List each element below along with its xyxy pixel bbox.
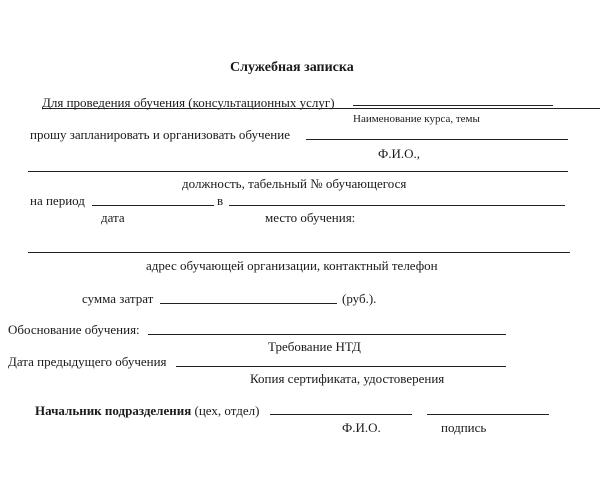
training-purpose-underline (42, 108, 600, 109)
department-head-name-field-line (270, 414, 412, 415)
cost-label: сумма затрат (82, 291, 154, 306)
course-name-field-line (353, 105, 553, 106)
department-head-subtitle: (цех, отдел) (194, 403, 260, 418)
location-prefix: в (217, 193, 224, 208)
organization-address-field-line (28, 252, 570, 253)
previous-training-date-label: Дата предыдущего обучения (8, 354, 167, 369)
cost-field-line (160, 303, 337, 304)
previous-training-date-field-line (176, 366, 506, 367)
trainee-name-field-line (306, 139, 568, 140)
department-head-title: Начальник подразделения (35, 403, 192, 418)
course-name-caption: Наименование курса, темы (353, 113, 480, 125)
trainee-name-caption: Ф.И.О., (378, 146, 421, 161)
justification-label: Обоснование обучения: (8, 322, 140, 337)
trainee-position-field-line (28, 171, 568, 172)
document-title: Служебная записка (230, 60, 354, 75)
training-purpose-label: Для проведения обучения (консультационных услуг) (42, 95, 335, 110)
location-field-line (229, 205, 565, 206)
cost-unit: (руб.). (342, 291, 377, 306)
department-head-name-caption: Ф.И.О. (342, 420, 381, 435)
location-caption: место обучения: (265, 210, 356, 225)
period-label: на период (30, 193, 85, 208)
period-field-line (92, 205, 214, 206)
department-head-label (35, 403, 259, 418)
organization-address-caption: адрес обучающей организации, контактный телефон (146, 258, 438, 273)
department-head-signature-field-line (427, 414, 549, 415)
justification-field-line (148, 334, 506, 335)
previous-training-caption: Копия сертификата, удостоверения (250, 371, 445, 386)
date-caption: дата (101, 210, 125, 225)
signature-caption: подпись (441, 420, 487, 435)
request-label: прошу запланировать и организовать обучение (30, 127, 290, 142)
trainee-position-caption: должность, табельный № обучающегося (182, 176, 407, 191)
justification-caption: Требование НТД (268, 339, 361, 354)
